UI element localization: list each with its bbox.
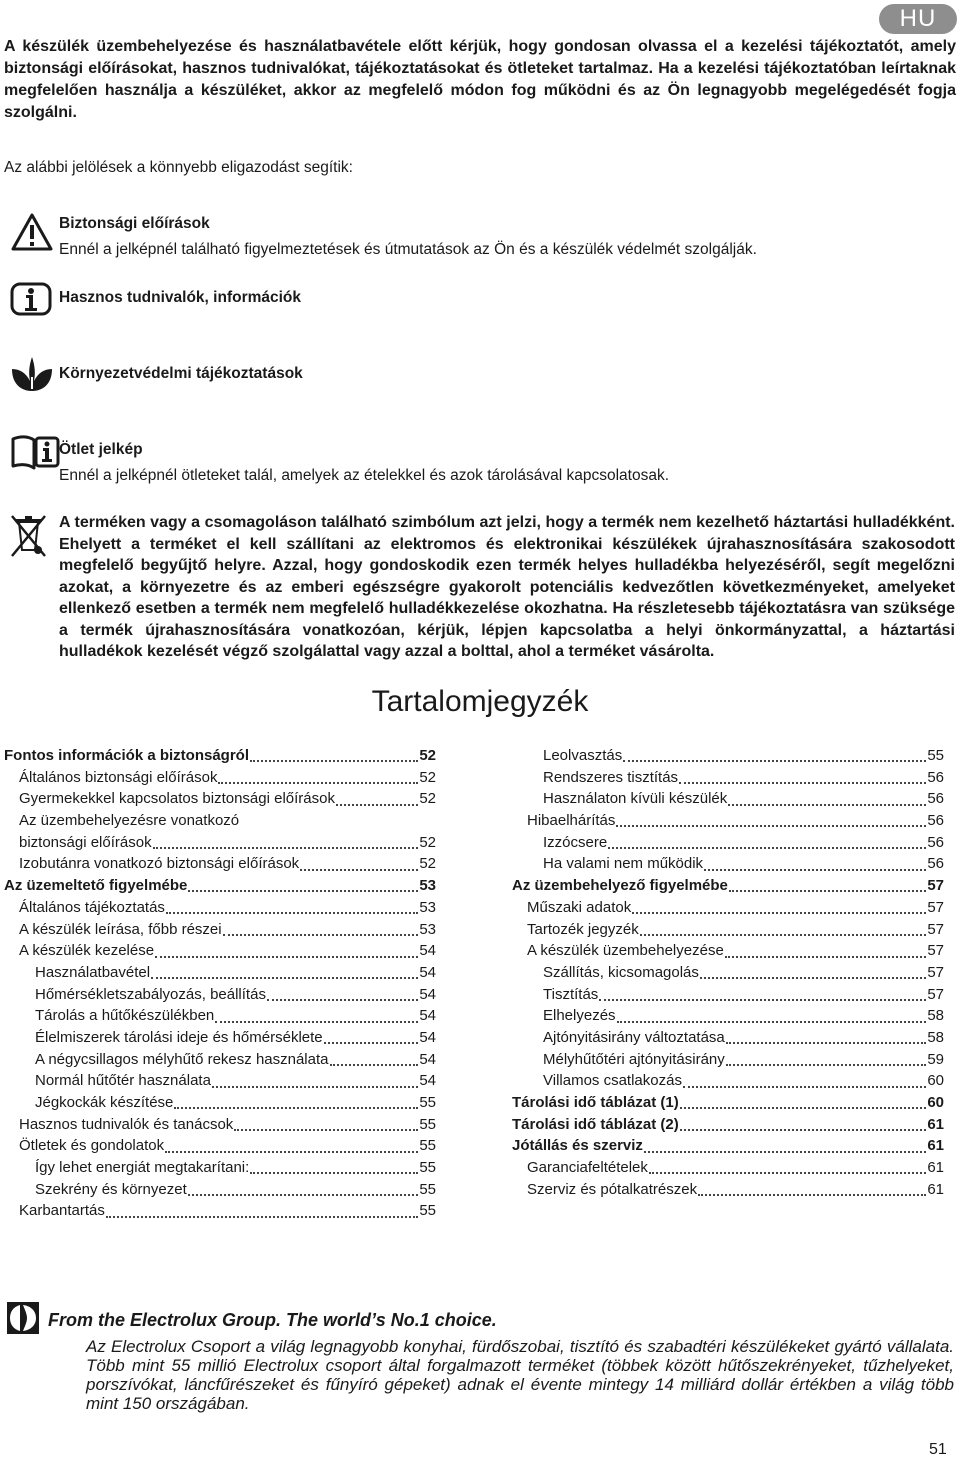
toc-entry[interactable] bbox=[512, 1179, 944, 1201]
toc-entry-label: Tartozék jegyzék bbox=[527, 920, 639, 938]
toc-entry-label: A készülék kezelése bbox=[19, 942, 155, 960]
toc-entry[interactable] bbox=[4, 897, 436, 919]
toc-entry-page: 61 bbox=[927, 1159, 944, 1177]
toc-leader-dots bbox=[644, 1136, 926, 1153]
toc-leader-dots bbox=[616, 810, 926, 827]
intro-paragraph: A készülék üzembehelyezése és használatbavétele előtt kérjük, hogy gondosan olvassa el a kezelési tájékoztatót, amely biztonsági előírásokat, hasznos tudnivalókat, tájékoztatásokat és ötleteket tartalmaz. Ha a kezelési tájékoztatóban leírtaknak megfelelően használja a készüléket, akkor az megfelelő módon fog működni és az Ön legnagyobb megelégedését fogja szolgálni. bbox=[4, 38, 956, 121]
info-title: Hasznos tudnivalók, információk bbox=[59, 289, 302, 306]
toc-entry-page: 55 bbox=[419, 1202, 436, 1220]
toc-leader-dots bbox=[680, 1114, 927, 1131]
toc-leader-dots bbox=[336, 789, 418, 806]
toc-entry[interactable] bbox=[4, 1200, 436, 1222]
toc-entry[interactable] bbox=[512, 1092, 944, 1114]
toc-entry-label: Az üzembehelyezésre vonatkozó bbox=[19, 812, 240, 830]
toc-entry-page: 56 bbox=[927, 812, 944, 830]
toc-entry-label: Jótállás és szerviz bbox=[512, 1137, 643, 1155]
toc-leader-dots bbox=[166, 897, 418, 914]
toc-entry-page: 61 bbox=[927, 1180, 944, 1198]
toc-entry-label: Az üzemeltető figyelmébe bbox=[4, 877, 188, 895]
toc-entry-label: Használaton kívüli készülék bbox=[543, 790, 728, 808]
toc-entry[interactable] bbox=[512, 1114, 944, 1136]
toc-entry-page: 61 bbox=[927, 1115, 944, 1133]
toc-entry-page: 56 bbox=[927, 768, 944, 786]
toc-leader-dots bbox=[704, 854, 926, 871]
toc-entry[interactable] bbox=[512, 788, 944, 810]
tip-title: Ötlet jelkép bbox=[59, 441, 143, 458]
toc-entry-label: Normál hűtőtér használata bbox=[35, 1072, 211, 1090]
toc-leader-dots bbox=[151, 962, 418, 979]
toc-entry[interactable] bbox=[4, 788, 436, 810]
toc-entry[interactable] bbox=[4, 1135, 436, 1157]
toc-entry-label: Hasznos tudnivalók és tanácsok bbox=[19, 1115, 234, 1133]
toc-leader-dots bbox=[267, 984, 418, 1001]
toc-left-column bbox=[4, 745, 436, 1222]
toc-entry-page: 53 bbox=[419, 920, 436, 938]
toc-entry[interactable] bbox=[4, 810, 436, 832]
toc-entry-label: Tárolási idő táblázat (1) bbox=[512, 1094, 679, 1111]
toc-entry-page: 54 bbox=[419, 1028, 436, 1046]
toc-entry[interactable] bbox=[4, 962, 436, 984]
toc-leader-dots bbox=[212, 1071, 418, 1088]
toc-entry-label: Leolvasztás bbox=[543, 747, 623, 764]
page-number: 51 bbox=[929, 1441, 947, 1458]
toc-entry-label: Így lehet energiát megtakarítani: bbox=[35, 1159, 250, 1177]
toc-leader-dots bbox=[250, 1157, 418, 1174]
toc-entry-label: Izobutánra vonatkozó biztonsági előírások bbox=[19, 855, 300, 873]
toc-entry-page: 56 bbox=[927, 855, 944, 873]
toc-leader-dots bbox=[649, 1157, 926, 1174]
toc-leader-dots bbox=[683, 1071, 926, 1088]
safety-text: Ennél a jelképnél található figyelmeztetések és útmutatások az Ön és a készülék védelmét szolgálják. bbox=[59, 241, 757, 258]
warning-triangle-icon bbox=[10, 212, 54, 252]
toc-entry[interactable] bbox=[4, 853, 436, 875]
toc-entry[interactable] bbox=[512, 1005, 944, 1027]
toc-entry-page: 60 bbox=[927, 1072, 944, 1090]
toc-entry-page: 55 bbox=[419, 1180, 436, 1198]
toc-entry[interactable] bbox=[4, 875, 436, 897]
toc-leader-dots bbox=[188, 1179, 419, 1196]
toc-entry-label: Jégkockák készítése bbox=[35, 1094, 174, 1111]
toc-entry-label: Szekrény és környezet bbox=[35, 1180, 187, 1198]
weee-paragraph: A terméken vagy a csomagoláson található szimbólum azt jelzi, hogy a termék nem kezelhető háztartási hulladékként. Ehelyett a terméket el kell szállítani az elektromos és elektronikai készülékek újrahasznosítására szakosodott megfelelő begyűjtő helyre. Azzal, hogy gondoskodik ezen termék helyes hulladékba helyezéséről, segít megelőzni azokat, a környezetre és az emberi egészségre gyakorolt potenciális kedvezőtlen következményeket, amelyeket ellenkező esetben a termék nem megfelelő hulladékkezelése okozhatna. Ha részletesebb tájékoztatásra van szüksége a termék újrahasznosítására vonatkozóan, kérjük, lépjen kapcsolatba a helyi önkormányzattal, a háztartási hulladékok kezelését végző szolgálattal vagy azzal a bolttal, ahol a terméket vásárolta. bbox=[59, 514, 955, 660]
toc-leader-dots bbox=[700, 962, 926, 979]
toc-right-column bbox=[512, 745, 944, 1200]
toc-leader-dots bbox=[640, 919, 927, 936]
toc-entry-label: Általános biztonsági előírások bbox=[19, 768, 218, 786]
toc-entry[interactable] bbox=[4, 1157, 436, 1179]
toc-leader-dots bbox=[165, 1136, 418, 1153]
toc-entry-page: 52 bbox=[419, 833, 436, 851]
toc-entry[interactable] bbox=[4, 1114, 436, 1136]
toc-leader-dots bbox=[223, 919, 419, 936]
env-title: Környezetvédelmi tájékoztatások bbox=[59, 365, 303, 382]
toc-leader-dots bbox=[234, 1114, 418, 1131]
toc-entry-label: A készülék leírása, főbb részei bbox=[19, 920, 222, 938]
legend-intro: Az alábbi jelölések a könnyebb eligazodást segítik: bbox=[4, 159, 353, 176]
toc-entry[interactable] bbox=[512, 1049, 944, 1071]
toc-leader-dots bbox=[106, 1201, 418, 1218]
toc-entry-page: 58 bbox=[927, 1007, 944, 1025]
toc-entry-page: 54 bbox=[419, 1072, 436, 1090]
toc-entry-page: 56 bbox=[927, 833, 944, 851]
toc-entry[interactable] bbox=[512, 1135, 944, 1157]
toc-entry[interactable] bbox=[512, 919, 944, 941]
toc-title: Tartalomjegyzék bbox=[371, 685, 589, 718]
toc-leader-dots bbox=[680, 1092, 927, 1109]
toc-entry[interactable] bbox=[512, 810, 944, 832]
toc-entry-page: 54 bbox=[419, 963, 436, 981]
toc-entry-page: 53 bbox=[419, 877, 436, 895]
environment-leaf-icon bbox=[10, 355, 54, 393]
book-info-icon bbox=[10, 434, 60, 470]
toc-entry-label: Tisztítás bbox=[543, 985, 599, 1003]
toc-entry-page: 54 bbox=[419, 1050, 436, 1068]
toc-entry-label: Hibaelhárítás bbox=[527, 812, 616, 830]
toc-entry[interactable] bbox=[512, 1157, 944, 1179]
toc-entry[interactable] bbox=[4, 767, 436, 789]
toc-leader-dots bbox=[679, 767, 926, 784]
toc-leader-dots bbox=[729, 875, 926, 892]
toc-entry-label: Fontos információk a biztonságról bbox=[4, 747, 250, 764]
toc-leader-dots bbox=[725, 941, 927, 958]
toc-entry-label: Garanciafeltételek bbox=[527, 1159, 648, 1177]
toc-entry-page: 57 bbox=[927, 877, 944, 895]
toc-entry[interactable] bbox=[512, 897, 944, 919]
toc-leader-dots bbox=[617, 1006, 927, 1023]
toc-entry-label: Gyermekekkel kapcsolatos biztonsági előírások bbox=[19, 790, 335, 808]
toc-entry[interactable] bbox=[512, 940, 944, 962]
toc-entry-page: 54 bbox=[419, 985, 436, 1003]
toc-leader-dots bbox=[599, 984, 926, 1001]
toc-entry-page: 53 bbox=[419, 898, 436, 916]
toc-entry-label: Elhelyezés bbox=[543, 1007, 616, 1025]
toc-entry[interactable] bbox=[512, 875, 944, 897]
toc-entry-label: Mélyhűtőtéri ajtónyitásirány bbox=[543, 1050, 725, 1068]
toc-leader-dots bbox=[155, 941, 418, 958]
footer-heading: From the Electrolux Group. The world’s No.1 choice. bbox=[48, 1310, 497, 1330]
toc-entry-page: 56 bbox=[927, 790, 944, 808]
toc-entry-page: 57 bbox=[927, 942, 944, 960]
toc-entry-page: 55 bbox=[927, 747, 944, 764]
info-icon bbox=[10, 282, 52, 316]
toc-entry-label: Használatbavétel bbox=[35, 963, 151, 981]
toc-entry[interactable] bbox=[512, 1070, 944, 1092]
toc-entry-label: A készülék üzembehelyezése bbox=[527, 942, 724, 960]
footer-text: Az Electrolux Csoport a világ legnagyobb konyhai, fürdőszobai, tisztító és szabadtéri készülékeket gyártó vállalata. Több mint 55 millió Electrolux csoport által forgalmazott terméket (többek között hűtőszekrényeket, tűzhelyeket, porszívókat, láncfűrészeket és fűnyíró gépeket) adnak el évente mintegy 14 milliárd dollár értékben a világ több mint 150 országában. bbox=[86, 1337, 954, 1413]
toc-entry-label: Szállítás, kicsomagolás bbox=[543, 963, 699, 981]
toc-entry-page: 52 bbox=[419, 747, 436, 764]
toc-entry-page: 61 bbox=[927, 1137, 944, 1155]
toc-entry-label: A négycsillagos mélyhűtő rekesz használata bbox=[35, 1050, 329, 1068]
toc-entry[interactable] bbox=[512, 745, 944, 767]
toc-entry[interactable] bbox=[4, 919, 436, 941]
toc-entry-label: Ajtónyitásirány változtatása bbox=[543, 1028, 725, 1046]
toc-leader-dots bbox=[330, 1049, 419, 1066]
toc-entry[interactable] bbox=[4, 1092, 436, 1114]
toc-entry-page: 59 bbox=[927, 1050, 944, 1068]
toc-leader-dots bbox=[726, 1027, 927, 1044]
toc-entry-page: 52 bbox=[419, 855, 436, 873]
toc-entry-label: Hőmérsékletszabályozás, beállítás bbox=[35, 985, 266, 1003]
toc-entry-label: Szerviz és pótalkatrészek bbox=[527, 1180, 698, 1198]
toc-leader-dots bbox=[300, 854, 418, 871]
toc-entry-page: 54 bbox=[419, 1007, 436, 1025]
toc-entry[interactable] bbox=[4, 1179, 436, 1201]
toc-entry[interactable] bbox=[4, 984, 436, 1006]
toc-entry-page: 52 bbox=[419, 790, 436, 808]
toc-entry[interactable] bbox=[512, 832, 944, 854]
toc-entry[interactable] bbox=[512, 962, 944, 984]
toc-entry-page: 57 bbox=[927, 920, 944, 938]
toc-leader-dots bbox=[728, 789, 926, 806]
toc-entry-page: 57 bbox=[927, 985, 944, 1003]
toc-leader-dots bbox=[632, 897, 926, 914]
toc-entry-page: 55 bbox=[419, 1094, 436, 1111]
toc-entry[interactable] bbox=[512, 767, 944, 789]
toc-leader-dots bbox=[153, 832, 419, 849]
toc-leader-dots bbox=[698, 1179, 926, 1196]
toc-entry-page: 57 bbox=[927, 898, 944, 916]
toc-entry[interactable] bbox=[4, 1027, 436, 1049]
toc-entry[interactable] bbox=[4, 1070, 436, 1092]
toc-entry-label: Izzócsere bbox=[543, 833, 608, 851]
toc-entry-page: 60 bbox=[927, 1094, 944, 1111]
toc-leader-dots bbox=[623, 745, 926, 762]
toc-entry-page: 55 bbox=[419, 1115, 436, 1133]
toc-entry-page: 55 bbox=[419, 1137, 436, 1155]
crossed-out-bin-icon bbox=[8, 512, 48, 558]
toc-entry[interactable] bbox=[4, 1049, 436, 1071]
toc-entry-label: Élelmiszerek tárolási ideje és hőmérséklete bbox=[35, 1028, 323, 1046]
toc-entry[interactable] bbox=[4, 1005, 436, 1027]
toc-leader-dots bbox=[726, 1049, 927, 1066]
toc-leader-dots bbox=[324, 1027, 419, 1044]
toc-entry-label: Rendszeres tisztítás bbox=[543, 768, 679, 786]
toc-entry[interactable] bbox=[512, 984, 944, 1006]
toc-entry[interactable] bbox=[4, 940, 436, 962]
toc-leader-dots bbox=[608, 832, 926, 849]
toc-entry-label: Tárolás a hűtőkészülékben bbox=[35, 1007, 215, 1025]
toc-entry-page: 58 bbox=[927, 1028, 944, 1046]
toc-entry-label: Az üzembehelyező figyelmébe bbox=[512, 877, 728, 895]
toc-entry-label: Villamos csatlakozás bbox=[543, 1072, 682, 1090]
toc-entry-page: 52 bbox=[419, 768, 436, 786]
toc-leader-dots bbox=[218, 767, 418, 784]
toc-entry-label: Ha valami nem működik bbox=[543, 855, 704, 873]
toc-leader-dots bbox=[250, 745, 418, 762]
toc-leader-dots bbox=[215, 1006, 418, 1023]
toc-leader-dots bbox=[188, 875, 418, 892]
electrolux-logo-icon bbox=[7, 1302, 39, 1334]
toc-entry-page: 54 bbox=[419, 942, 436, 960]
toc-entry-page: 55 bbox=[419, 1159, 436, 1177]
toc-entry[interactable] bbox=[512, 1027, 944, 1049]
toc-entry[interactable] bbox=[4, 745, 436, 767]
toc-entry-label: Általános tájékoztatás bbox=[19, 898, 165, 916]
toc-leader-dots bbox=[174, 1092, 418, 1109]
safety-title: Biztonsági előírások bbox=[59, 215, 210, 232]
toc-entry-label: biztonsági előírások bbox=[19, 833, 152, 851]
toc-entry-label: Ötletek és gondolatok bbox=[19, 1137, 165, 1155]
toc-entry-label: Tárolási idő táblázat (2) bbox=[512, 1115, 679, 1133]
toc-entry-page: 57 bbox=[927, 963, 944, 981]
language-badge: HU bbox=[879, 4, 957, 34]
toc-entry[interactable] bbox=[512, 853, 944, 875]
toc-entry-label: Karbantartás bbox=[19, 1202, 105, 1220]
tip-text: Ennél a jelképnél ötleteket talál, amelyek az ételekkel és azok tárolásával kapcsolatosak. bbox=[59, 467, 670, 484]
toc-entry[interactable] bbox=[4, 832, 436, 854]
toc-entry-label: Műszaki adatok bbox=[527, 898, 632, 916]
